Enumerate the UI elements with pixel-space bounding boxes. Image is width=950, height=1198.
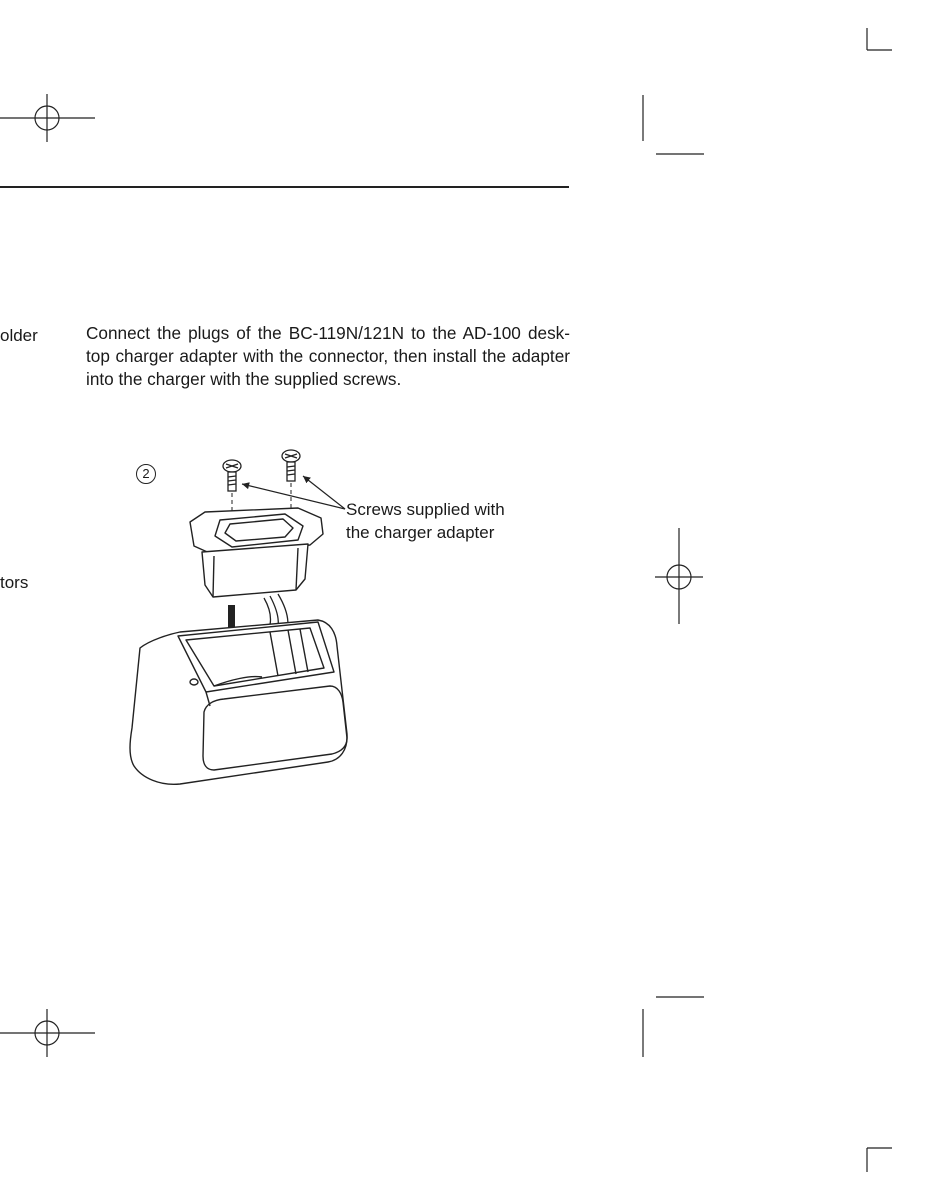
margin-fragment-older: older xyxy=(0,326,38,345)
screw-icon xyxy=(282,450,300,481)
instruction-paragraph: Connect the plugs of the BC-119N/121N to the AD-100 desk-top charger adapter with the connector, then install the adapter into the charger with the supplied screws. xyxy=(86,323,570,389)
screws-callout-label: Screws supplied with the charger adapter xyxy=(346,500,505,542)
margin-fragment-tors: tors xyxy=(0,573,29,592)
charger-icon xyxy=(130,620,347,784)
screw-icon xyxy=(223,460,241,491)
step-number-badge: 2 xyxy=(136,464,156,484)
adapter-icon xyxy=(190,508,323,597)
